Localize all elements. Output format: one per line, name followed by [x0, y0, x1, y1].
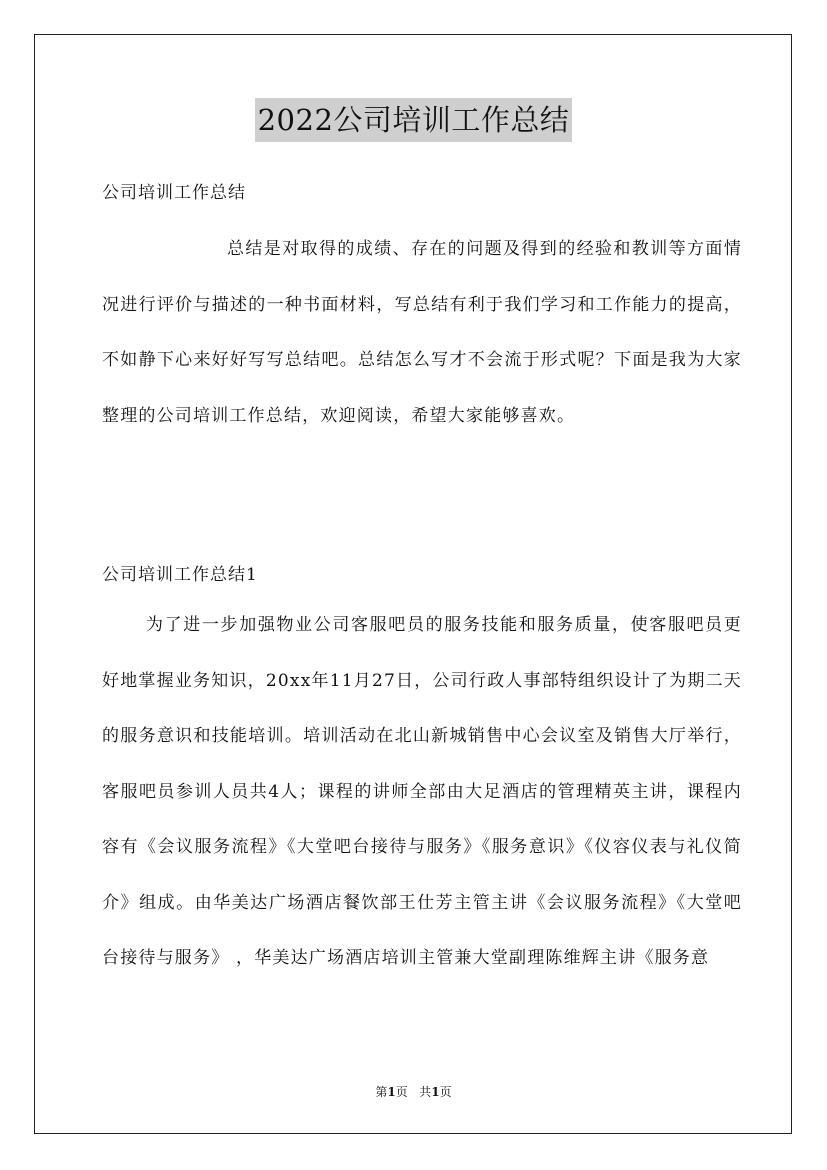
section-body-1: 为了进一步加强物业公司客服吧员的服务技能和服务质量，使客服吧员更好地掌握业务知识，20xx年11月27日，公司行政人事部特组织设计了为期二天的服务意识和技能培训。培训活动在北山新城销售中心会议室及销售大厅举行，客服吧员参训人员共4人；课程的讲师全部由大足酒店的管理精英主讲，课程内容有《会议服务流程》《大堂吧台接待与服务》《服务意识》《仪容仪表与礼仪简介》组成。由华美达广场酒店餐饮部王仕芳主管主讲《会议服务流程》《大堂吧台接待与服务》 ，华美达广场酒店培训主管兼大堂副理陈维辉主讲《服务意 — [102, 615, 742, 968]
title-container — [0, 98, 827, 142]
section-heading-1: 公司培训工作总结1 — [102, 565, 258, 585]
footer-page-suffix: 页 — [395, 1085, 408, 1099]
footer-page-prefix: 第 — [375, 1085, 388, 1099]
page-footer — [0, 1083, 827, 1101]
footer-total-prefix: 共 — [419, 1085, 432, 1099]
footer-total-number: 1 — [431, 1085, 440, 1099]
document-title: 2022公司培训工作总结 — [255, 98, 573, 142]
footer-total-suffix: 页 — [439, 1085, 452, 1099]
intro-paragraph: 总结是对取得的成绩、存在的问题及得到的经验和教训等方面情况进行评价与描述的一种书面材料，写总结有利于我们学习和工作能力的提高，不如静下心来好好写写总结吧。总结怎么写才不会流于形式呢？下面是我为大家整理的公司培训工作总结，欢迎阅读，希望大家能够喜欢。 — [102, 239, 742, 426]
footer-page-number: 1 — [387, 1085, 396, 1099]
document-subtitle: 公司培训工作总结 — [102, 183, 246, 203]
